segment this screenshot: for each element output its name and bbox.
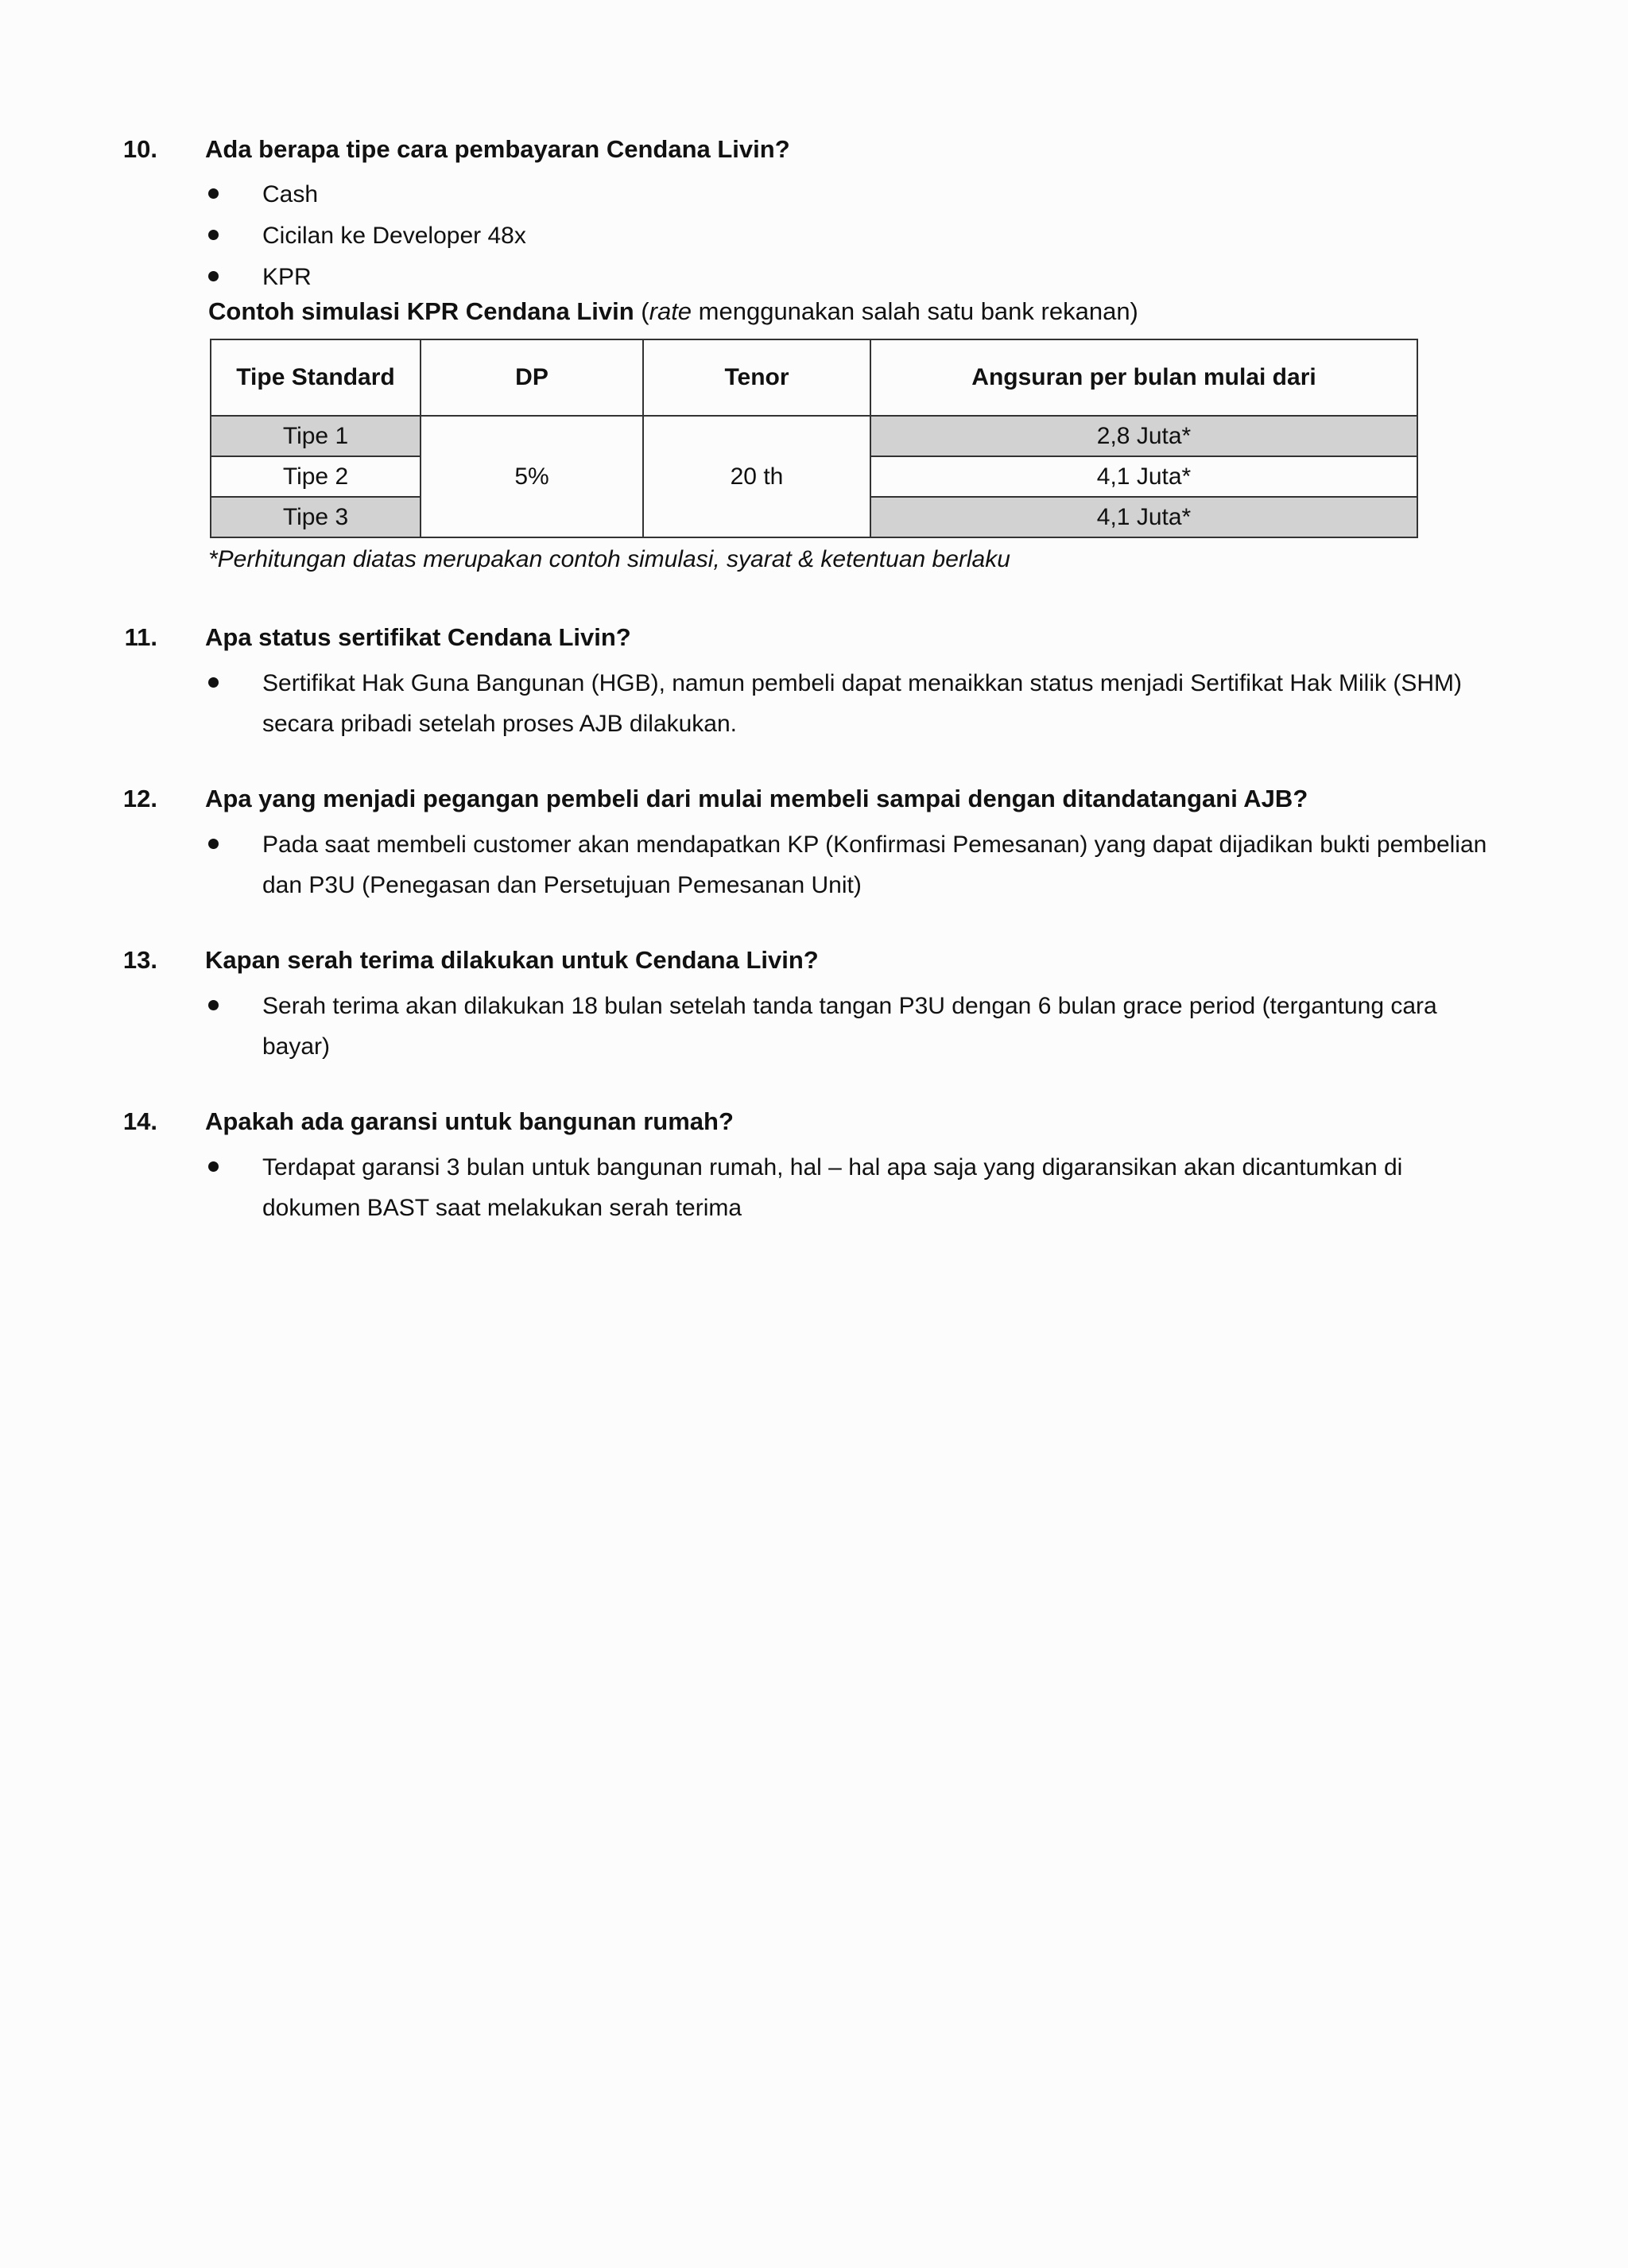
- question-text: Apa yang menjadi pegangan pembeli dari mulai membeli sampai dengan ditandatangani AJB?: [205, 785, 1308, 812]
- bullet-icon: [208, 188, 219, 199]
- table-footnote: *Perhitungan diatas merupakan contoh simulasi, syarat & ketentuan berlaku: [208, 546, 1010, 572]
- cell-angsuran: 2,8 Juta*: [870, 416, 1417, 456]
- table-caption: Contoh simulasi KPR Cendana Livin (rate menggunakan salah satu bank rekanan): [208, 297, 1138, 325]
- payment-option: Cash: [262, 181, 319, 207]
- answer-text: Sertifikat Hak Guna Bangunan (HGB), namun pembeli dapat menaikkan status menjadi Sertifikat Hak Milik (SHM) secara pribadi setelah proses AJB dilakukan.: [262, 670, 1462, 737]
- cell-angsuran: 4,1 Juta*: [870, 456, 1417, 497]
- question-text: Kapan serah terima dilakukan untuk Cendana Livin?: [205, 946, 819, 974]
- question-text: Apakah ada garansi untuk bangunan rumah?: [205, 1107, 734, 1135]
- cell-angsuran: 4,1 Juta*: [870, 497, 1417, 537]
- header-tenor: Tenor: [643, 339, 870, 416]
- question-number: 12.: [122, 785, 157, 812]
- cell-dp: 5%: [421, 416, 643, 537]
- answer-text: Pada saat membeli customer akan mendapatkan KP (Konfirmasi Pemesanan) yang dapat dijadikan bukti pembelian dan P3U (Penegasan dan Persetujuan Pemesanan Unit): [262, 832, 1487, 898]
- cell-tenor: 20 th: [643, 416, 870, 537]
- payment-option: KPR: [262, 264, 312, 290]
- question-number: 14.: [122, 1107, 157, 1135]
- bullet-icon: [208, 1000, 219, 1010]
- header-angsuran: Angsuran per bulan mulai dari: [870, 339, 1417, 416]
- bullet-icon: [208, 271, 219, 281]
- question-number: 13.: [122, 946, 157, 974]
- question-text: Apa status sertifikat Cendana Livin?: [205, 623, 631, 651]
- bullet-icon: [208, 839, 219, 849]
- question-number: 11.: [124, 623, 157, 651]
- bullet-icon: [208, 677, 219, 688]
- question-text: Ada berapa tipe cara pembayaran Cendana Livin?: [205, 135, 790, 163]
- answer-text: Terdapat garansi 3 bulan untuk bangunan rumah, hal – hal apa saja yang digaransikan akan dicantumkan di dokumen BAST saat melakukan serah terima: [262, 1154, 1403, 1221]
- table-row: [211, 416, 1417, 456]
- cell-tipe: Tipe 2: [211, 456, 421, 497]
- table-header-row: [211, 339, 1417, 416]
- bullet-icon: [208, 230, 219, 240]
- header-tipe: Tipe Standard: [211, 339, 421, 416]
- answer-text: Serah terima akan dilakukan 18 bulan setelah tanda tangan P3U dengan 6 bulan grace period (tergantung cara bayar): [262, 993, 1437, 1060]
- cell-tipe: Tipe 3: [211, 497, 421, 537]
- header-dp: DP: [421, 339, 643, 416]
- kpr-simulation-table: [210, 339, 1418, 538]
- payment-option: Cicilan ke Developer 48x: [262, 223, 526, 249]
- cell-tipe: Tipe 1: [211, 416, 421, 456]
- question-number: 10.: [122, 135, 157, 163]
- bullet-icon: [208, 1161, 219, 1172]
